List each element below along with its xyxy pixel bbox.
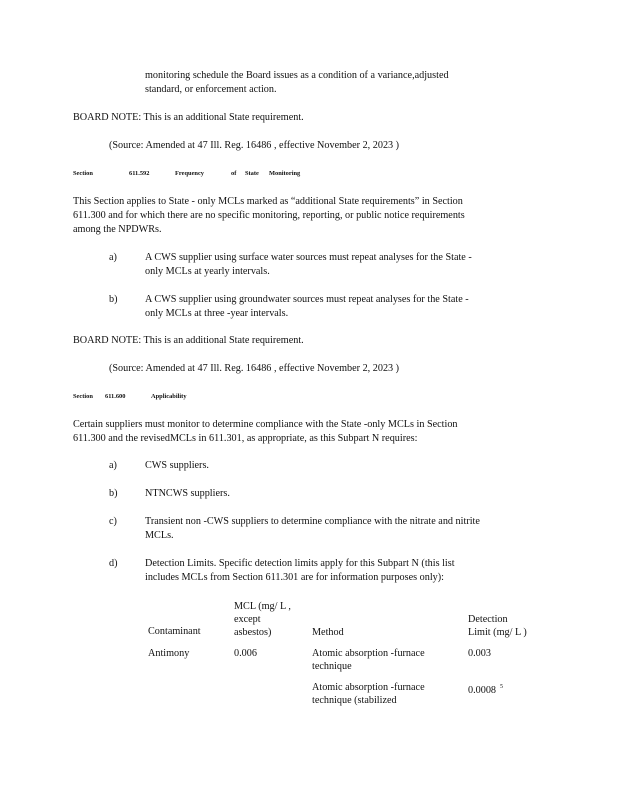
section-title-word: Monitoring [269, 170, 301, 177]
cell-mcl: 0.006 [234, 648, 257, 659]
column-header-detection-limit [468, 600, 527, 639]
table-row [148, 673, 527, 707]
section-heading-611-592 [73, 169, 300, 178]
item-text-line: includes MCLs from Section 611.301 are for information purposes only): [145, 572, 444, 583]
column-header-method: Method [312, 627, 344, 638]
section-title: Applicability [151, 393, 187, 400]
method-line: Atomic absorption -furnace [312, 682, 425, 693]
footnote-marker: 5 [500, 684, 504, 690]
item-text-line: Detection Limits. Specific detection limits apply for this Subpart N (this list [145, 558, 455, 569]
item-text-line: NTNCWS suppliers. [145, 488, 230, 499]
section-label: Section [73, 170, 93, 177]
item-text-line: Transient non -CWS suppliers to determine compliance with the nitrate and nitrite [145, 516, 480, 527]
detection-limits-table [148, 600, 527, 707]
paragraph-line: among the NPDWRs. [73, 224, 162, 235]
board-note: BOARD NOTE: This is an additional State requirement. [73, 112, 304, 123]
method-line: Atomic absorption -furnace [312, 648, 425, 659]
section-title-word: State [245, 170, 259, 177]
section-label: Section [73, 393, 93, 400]
paragraph-line: This Section applies to State - only MCLs marked as “additional State requirements” in Section [73, 196, 463, 207]
item-label: b) [109, 488, 118, 499]
paragraph-line: 611.300 and for which there are no specific monitoring, reporting, or public notice requirements [73, 210, 465, 221]
section-number: 611.592 [129, 170, 150, 177]
cell-method [312, 673, 468, 707]
board-note: BOARD NOTE: This is an additional State requirement. [73, 335, 304, 346]
header-line: Limit (mg/ L ) [468, 627, 527, 638]
cell-contaminant [148, 673, 234, 707]
header-line: except [234, 614, 261, 625]
cell-contaminant: Antimony [148, 648, 190, 659]
header-line: asbestos) [234, 627, 272, 638]
cell-mcl [234, 673, 312, 707]
item-label: c) [109, 516, 117, 527]
continuation-line-2: standard, or enforcement action. [145, 84, 277, 95]
header-line: Detection [468, 614, 508, 625]
section-number: 611.600 [105, 393, 126, 400]
item-label: a) [109, 460, 117, 471]
section-title-word: Frequency [175, 170, 204, 177]
continuation-line-1: monitoring schedule the Board issues as a condition of a variance,adjusted [145, 70, 449, 81]
section-title-word: of [231, 170, 237, 177]
cell-detection-limit: 0.003 [468, 648, 491, 659]
cell-detection-limit [468, 673, 527, 707]
item-text-line: only MCLs at three -year intervals. [145, 308, 289, 319]
table-header-row [148, 600, 527, 639]
source-note: (Source: Amended at 47 Ill. Reg. 16486 , effective November 2, 2023 ) [109, 363, 400, 374]
item-label: b) [109, 294, 118, 305]
item-text-line: MCLs. [145, 530, 174, 541]
detection-value: 0.0008 [468, 685, 497, 696]
item-text-line: only MCLs at yearly intervals. [145, 266, 270, 277]
method-line: technique (stabilized [312, 695, 397, 706]
paragraph-line: Certain suppliers must monitor to determine compliance with the State -only MCLs in Section [73, 419, 458, 430]
source-note: (Source: Amended at 47 Ill. Reg. 16486 , effective November 2, 2023 ) [109, 140, 400, 151]
column-header-contaminant: Contaminant [148, 626, 201, 637]
cell-method [312, 639, 468, 673]
section-heading-611-600 [73, 392, 187, 401]
item-label: a) [109, 252, 117, 263]
column-header-mcl [234, 600, 312, 639]
item-label: d) [109, 558, 118, 569]
item-text-line: CWS suppliers. [145, 460, 209, 471]
method-line: technique [312, 661, 352, 672]
item-text-line: A CWS supplier using groundwater sources must repeat analyses for the State - [145, 294, 469, 305]
item-text-line: A CWS supplier using surface water sources must repeat analyses for the State - [145, 252, 472, 263]
table-row [148, 639, 527, 673]
header-line: MCL (mg/ L , [234, 601, 291, 612]
paragraph-line: 611.300 and the revisedMCLs in 611.301, as appropriate, as this Subpart N requires: [73, 433, 418, 444]
